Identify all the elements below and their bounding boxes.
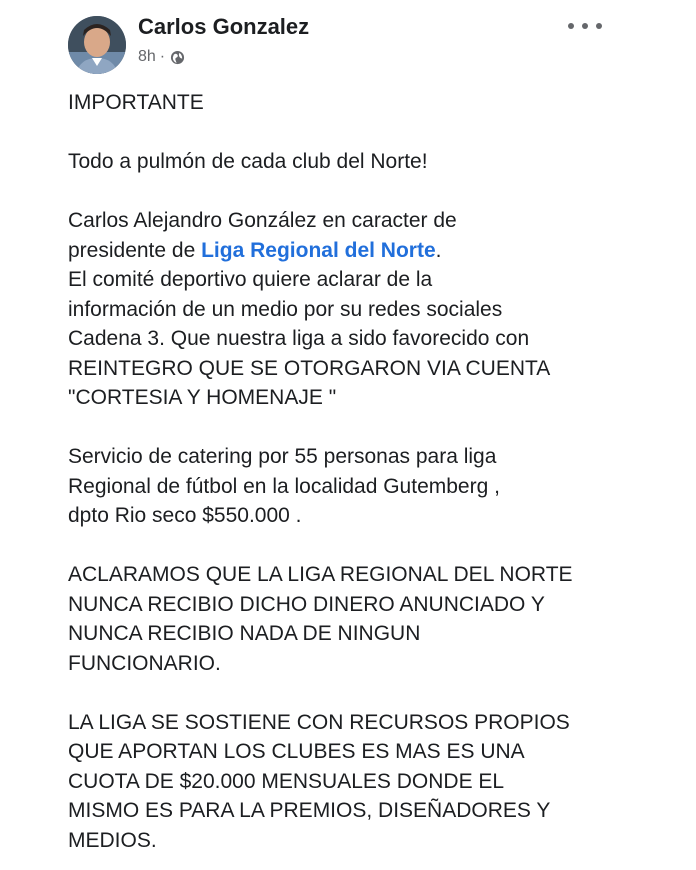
post-line: Servicio de catering por 55 personas para liga: [68, 445, 497, 468]
post-line: Cadena 3. Que nuestra liga a sido favorecido con: [68, 327, 530, 350]
globe-icon[interactable]: [170, 50, 185, 65]
post-meta: [138, 48, 185, 66]
post-line: Regional de fútbol en la localidad Gutemberg ,: [68, 474, 500, 498]
post-line: "CORTESIA Y HOMENAJE ": [68, 386, 337, 409]
post-line: QUE APORTAN LOS CLUBES ES MAS ES UNA: [68, 740, 525, 763]
author-name[interactable]: Carlos Gonzalez: [138, 14, 310, 39]
post-line: LA LIGA SE SOSTIENE CON RECURSOS PROPIOS: [68, 710, 570, 734]
post-line: NUNCA RECIBIO NADA DE NINGUN: [68, 622, 421, 645]
more-dot: [568, 23, 574, 29]
post-time[interactable]: 8h: [138, 48, 156, 65]
post-line: NUNCA RECIBIO DICHO DINERO ANUNCIADO Y: [68, 592, 545, 616]
post-line: información de un medio por su redes sociales: [68, 297, 503, 321]
post-line: Carlos Alejandro González en caracter de: [68, 209, 457, 232]
post-body: [68, 88, 678, 855]
avatar-image: [68, 16, 126, 74]
post-line: [68, 236, 678, 266]
post-line: MEDIOS.: [68, 828, 157, 852]
post-line: MISMO ES PARA LA PREMIOS, DISEÑADORES Y: [68, 799, 551, 822]
post-line: CUOTA DE $20.000 MENSUALES DONDE EL: [68, 769, 505, 793]
post-line: ACLARAMOS QUE LA LIGA REGIONAL DEL NORTE: [68, 563, 573, 586]
line-text: presidente de: [68, 238, 202, 262]
post-line: FUNCIONARIO.: [68, 651, 221, 675]
more-options-icon[interactable]: [568, 16, 602, 36]
post-header: [0, 0, 696, 90]
post-line: Todo a pulmón de cada club del Norte!: [68, 150, 428, 173]
post-line: REINTEGRO QUE SE OTORGARON VIA CUENTA: [68, 356, 551, 380]
liga-regional-link[interactable]: Liga Regional del Norte: [201, 238, 436, 262]
post-line: IMPORTANTE: [68, 91, 204, 114]
meta-separator: ·: [159, 48, 166, 65]
more-dot: [582, 23, 588, 29]
post-line: dpto Rio seco $550.000 .: [68, 504, 302, 527]
avatar[interactable]: [68, 16, 126, 74]
post-line: El comité deportivo quiere aclarar de la: [68, 268, 433, 291]
more-dot: [596, 23, 602, 29]
line-text: .: [435, 238, 442, 262]
